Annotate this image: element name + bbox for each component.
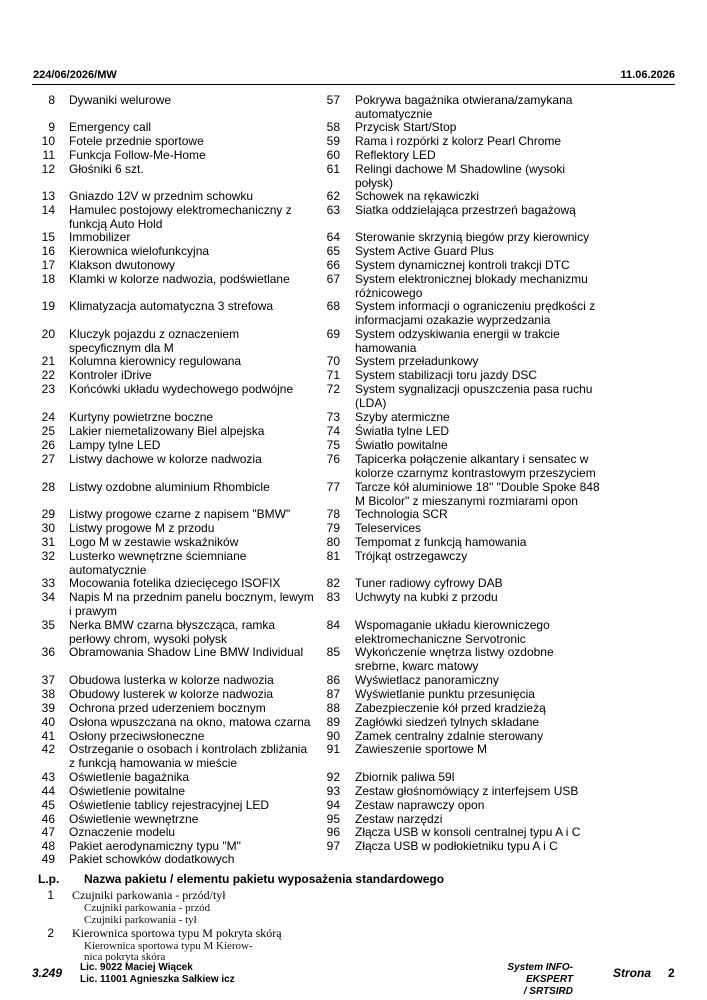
item-number: 30 xyxy=(41,521,55,535)
item-number: 67 xyxy=(326,272,340,286)
item-number: 17 xyxy=(41,258,55,272)
item-text: Tapicerka połączenie alkantary i sensatec w kolorze czarnymz kontrastowym przeszyciem xyxy=(355,452,596,480)
item-text: Kierownica wielofunkcyjna xyxy=(69,244,210,258)
item-text: System Active Guard Plus xyxy=(355,244,494,258)
item-text: Klimatyzacja automatyczna 3 strefowa xyxy=(69,299,274,313)
item-number: 20 xyxy=(41,327,55,341)
item-number: 78 xyxy=(326,507,340,521)
item-number: 84 xyxy=(326,618,340,632)
item-text: Oświetlenie wewnętrzne xyxy=(69,812,199,826)
item-number: 45 xyxy=(41,798,55,812)
footer-page-number: 2 xyxy=(668,966,675,980)
package-item xyxy=(38,926,438,962)
item-text: Lusterko wewnętrzne ściemniane automatycznie xyxy=(69,549,247,577)
item-number: 35 xyxy=(41,618,55,632)
item-number: 22 xyxy=(41,368,55,382)
item-number: 68 xyxy=(326,299,340,313)
item-text: Nerka BMW czarna błyszcząca, ramka perłowy chrom, wysoki połysk xyxy=(69,618,276,646)
item-number: 27 xyxy=(41,452,55,466)
item-text: Oświetlenie powitalne xyxy=(69,784,186,798)
item-text: System informacji o ograniczeniu prędkości z informacjami ozakazie wyprzedzania xyxy=(355,299,596,327)
package-number: 1 xyxy=(47,888,54,902)
item-number: 86 xyxy=(326,673,340,687)
item-number: 77 xyxy=(326,480,340,494)
item-number: 16 xyxy=(41,244,55,258)
item-number: 70 xyxy=(326,354,340,368)
item-number: 71 xyxy=(326,368,340,382)
item-text: Listwy dachowe w kolorze nadwozia xyxy=(69,452,262,466)
item-text: Kontroler iDrive xyxy=(69,368,152,382)
item-number: 38 xyxy=(41,687,55,701)
item-text: Głośniki 6 szt. xyxy=(69,162,144,176)
item-number: 91 xyxy=(326,742,340,756)
item-text: Osłona wpuszczana na okno, matowa czarna xyxy=(69,715,311,729)
footer-page-label: Strona xyxy=(613,966,652,980)
item-text: Teleservices xyxy=(355,521,422,535)
item-number: 46 xyxy=(41,812,55,826)
item-text: Ochrona przed uderzeniem bocznym xyxy=(69,701,266,715)
footer-system-code: / SRTSIRD xyxy=(523,986,573,997)
item-number: 39 xyxy=(41,701,55,715)
item-number: 14 xyxy=(41,203,55,217)
item-number: 97 xyxy=(326,839,340,853)
item-number: 10 xyxy=(41,134,55,148)
item-number: 11 xyxy=(42,148,55,162)
item-text: Pakiet schowków dodatkowych xyxy=(69,852,235,866)
item-number: 82 xyxy=(326,576,340,590)
item-text: Wyświetlacz panoramiczny xyxy=(355,673,499,687)
item-text: Wyświetlanie punktu przesunięcia xyxy=(355,687,535,701)
item-number: 63 xyxy=(326,203,340,217)
item-number: 29 xyxy=(41,507,55,521)
item-number: 15 xyxy=(41,230,55,244)
item-text: System stabilizacji toru jazdy DSC xyxy=(355,368,538,382)
item-text: Schowek na rękawiczki xyxy=(355,189,480,203)
lp-column-label: L.p. xyxy=(38,872,60,886)
package-element: Kierownica sportowa typu M Kierow- xyxy=(84,940,253,952)
item-number: 90 xyxy=(326,729,340,743)
item-text: Zestaw narzędzi xyxy=(355,812,443,826)
item-text: Obramowania Shadow Line BMW Individual xyxy=(69,645,304,659)
item-number: 96 xyxy=(326,825,340,839)
item-text: Pokrywa bagażnika otwierana/zamykana automatycznie xyxy=(355,93,573,121)
item-text: System elektronicznej blokady mechanizmu różnicowego xyxy=(355,272,588,300)
item-text: Emergency call xyxy=(69,120,152,134)
item-number: 80 xyxy=(326,535,340,549)
package-name: Czujniki parkowania - przód/tył xyxy=(72,888,226,902)
item-text: Kolumna kierownicy regulowana xyxy=(69,354,242,368)
package-name-column-label: Nazwa pakietu / elementu pakietu wyposażenia standardowego xyxy=(84,872,445,886)
item-number: 34 xyxy=(41,590,55,604)
item-text: Zagłówki siedzeń tylnych składane xyxy=(355,715,540,729)
package-number: 2 xyxy=(47,926,54,940)
footer-license-1: Lic. 9022 Maciej Wiącek xyxy=(80,962,193,973)
item-text: Światła tylne LED xyxy=(355,424,450,438)
item-text: Gniazdo 12V w przednim schowku xyxy=(69,189,254,203)
item-text: Kurtyny powietrzne boczne xyxy=(69,410,214,424)
item-text: Zabezpieczenie kół przed kradzieżą xyxy=(355,701,546,715)
item-text: Wykończenie wnętrza listwy ozdobne srebrne, kwarc matowy xyxy=(355,645,554,673)
item-text: Tarcze kół aluminiowe 18" "Double Spoke 848 M Bicolor" z mieszanymi rozmiarami opon xyxy=(355,480,600,508)
item-number: 42 xyxy=(41,742,55,756)
item-text: Funkcja Follow-Me-Home xyxy=(69,148,206,162)
item-number: 12 xyxy=(41,162,55,176)
item-number: 88 xyxy=(326,701,340,715)
item-number: 89 xyxy=(326,715,340,729)
item-number: 44 xyxy=(41,784,55,798)
item-number: 94 xyxy=(326,798,340,812)
item-text: Kluczyk pojazdu z oznaczeniem specyficznym dla M xyxy=(69,327,240,355)
package-element: Czujniki parkowania - przód xyxy=(84,902,211,914)
item-number: 87 xyxy=(326,687,340,701)
item-number: 28 xyxy=(41,480,55,494)
item-text: System odzyskiwania energii w trakcie hamowania xyxy=(355,327,560,355)
package-name: Kierownica sportowa typu M pokryta skórą xyxy=(72,926,282,940)
item-text: Trójkąt ostrzegawczy xyxy=(355,549,468,563)
item-number: 95 xyxy=(326,812,340,826)
footer-system-name: System INFO-EKSPERT xyxy=(507,962,573,985)
item-number: 48 xyxy=(41,839,55,853)
item-number: 32 xyxy=(41,549,55,563)
item-number: 13 xyxy=(41,189,55,203)
item-text: Światło powitalne xyxy=(355,438,448,452)
item-text: System dynamicznej kontroli trakcji DTC xyxy=(355,258,570,272)
item-number: 60 xyxy=(326,148,340,162)
item-text: Siatka oddzielająca przestrzeń bagażową xyxy=(355,203,576,217)
footer-licenses xyxy=(80,962,235,986)
item-text: Przycisk Start/Stop xyxy=(355,120,457,134)
item-text: Listwy ozdobne aluminium Rhombicle xyxy=(69,480,270,494)
item-number: 47 xyxy=(41,825,55,839)
item-number: 23 xyxy=(41,382,55,396)
item-number: 8 xyxy=(48,93,55,107)
item-text: System sygnalizacji opuszczenia pasa ruchu (LDA) xyxy=(355,382,593,410)
item-number: 18 xyxy=(41,272,55,286)
item-number: 57 xyxy=(326,93,340,107)
item-number: 36 xyxy=(41,645,55,659)
item-text: Tempomat z funkcją hamowania xyxy=(355,535,527,549)
item-number: 75 xyxy=(326,438,340,452)
footer-system xyxy=(463,962,573,998)
item-text: Listwy progowe czarne z napisem "BMW" xyxy=(69,507,291,521)
document-reference: 224/06/2026/MW xyxy=(33,69,117,81)
item-number: 81 xyxy=(326,549,340,563)
item-text: Oświetlenie bagażnika xyxy=(69,770,190,784)
item-text: Immobilizer xyxy=(69,230,131,244)
item-number: 40 xyxy=(41,715,55,729)
item-number: 9 xyxy=(48,120,55,134)
item-number: 66 xyxy=(326,258,340,272)
item-text: Klamki w kolorze nadwozia, podświetlane xyxy=(69,272,290,286)
item-text: Zestaw głośnomówiący z interfejsem USB xyxy=(355,784,579,798)
item-text: Zawieszenie sportowe M xyxy=(355,742,488,756)
item-text: Oświetlenie tablicy rejestracyjnej LED xyxy=(69,798,270,812)
item-text: Mocowania fotelika dziecięcego ISOFIX xyxy=(69,576,281,590)
footer-license-2: Lic. 11001 Agnieszka Sałkiew icz xyxy=(80,974,235,985)
item-number: 41 xyxy=(41,729,55,743)
item-number: 58 xyxy=(326,120,340,134)
package-element: nica pokryta skóra xyxy=(84,951,166,963)
document-date: 11.06.2026 xyxy=(620,69,675,81)
item-number: 76 xyxy=(326,452,340,466)
item-text: Rama i rozpórki z kolorz Pearl Chrome xyxy=(355,134,562,148)
item-number: 26 xyxy=(41,438,55,452)
item-text: Napis M na przednim panelu bocznym, lewym i prawym xyxy=(69,590,314,618)
package-element: Czujniki parkowania - tył xyxy=(84,914,197,926)
item-text: Pakiet aerodynamiczny typu "M" xyxy=(69,839,241,853)
item-number: 93 xyxy=(326,784,340,798)
item-text: Relingi dachowe M Shadowline (wysoki połysk) xyxy=(355,162,566,190)
item-text: Szyby atermiczne xyxy=(355,410,450,424)
item-text: Zestaw naprawczy opon xyxy=(355,798,485,812)
item-text: Wspomaganie układu kierowniczego elektromechaniczne Servotronic xyxy=(355,618,550,646)
item-number: 25 xyxy=(41,424,55,438)
item-text: Tuner radiowy cyfrowy DAB xyxy=(355,576,503,590)
item-text: Hamulec postojowy elektromechaniczny z funkcją Auto Hold xyxy=(69,203,292,231)
item-text: Dywaniki welurowe xyxy=(69,93,172,107)
item-number: 83 xyxy=(326,590,340,604)
item-text: Listwy progowe M z przodu xyxy=(69,521,215,535)
item-text: Lampy tylne LED xyxy=(69,438,161,452)
item-text: Obudowy lusterek w kolorze nadwozia xyxy=(69,687,274,701)
item-text: Oznaczenie modelu xyxy=(69,825,176,839)
item-number: 19 xyxy=(41,299,55,313)
item-number: 62 xyxy=(326,189,340,203)
item-number: 79 xyxy=(326,521,340,535)
item-text: Złącza USB w konsoli centralnej typu A i C xyxy=(355,825,581,839)
item-number: 92 xyxy=(326,770,340,784)
item-number: 33 xyxy=(41,576,55,590)
item-number: 69 xyxy=(326,327,340,341)
item-number: 72 xyxy=(326,382,340,396)
item-number: 61 xyxy=(326,162,340,176)
item-number: 73 xyxy=(326,410,340,424)
item-text: Uchwyty na kubki z przodu xyxy=(355,590,498,604)
item-number: 43 xyxy=(41,770,55,784)
item-text: Logo M w zestawie wskaźników xyxy=(69,535,239,549)
item-text: Obudowa lusterka w kolorze nadwozia xyxy=(69,673,274,687)
item-text: Klakson dwutonowy xyxy=(69,258,176,272)
item-text: Technologia SCR xyxy=(355,507,448,521)
item-text: Zbiornik paliwa 59l xyxy=(355,770,455,784)
item-text: Reflektory LED xyxy=(355,148,436,162)
item-number: 31 xyxy=(41,535,55,549)
item-number: 85 xyxy=(326,645,340,659)
item-number: 49 xyxy=(41,852,55,866)
item-text: Zamek centralny zdalnie sterowany xyxy=(355,729,544,743)
item-number: 24 xyxy=(41,410,55,424)
item-number: 37 xyxy=(41,673,55,687)
item-text: Złącza USB w podłokietniku typu A i C xyxy=(355,839,558,853)
item-number: 21 xyxy=(41,354,55,368)
item-text: Lakier niemetalizowany Biel alpejska xyxy=(69,424,265,438)
item-text: Fotele przednie sportowe xyxy=(69,134,204,148)
item-text: Osłony przeciwsłoneczne xyxy=(69,729,205,743)
item-number: 65 xyxy=(326,244,340,258)
item-number: 59 xyxy=(326,134,340,148)
footer-page-code: 3.249 xyxy=(32,966,63,980)
header-divider xyxy=(32,84,675,85)
item-text: System przeładunkowy xyxy=(355,354,479,368)
item-number: 74 xyxy=(326,424,340,438)
item-text: Końcówki układu wydechowego podwójne xyxy=(69,382,294,396)
item-text: Sterowanie skrzynią biegów przy kierownicy xyxy=(355,230,590,244)
item-number: 64 xyxy=(326,230,340,244)
package-item xyxy=(38,888,438,928)
item-text: Ostrzeganie o osobach i kontrolach zbliżania z funkcją hamowania w mieście xyxy=(69,742,308,770)
